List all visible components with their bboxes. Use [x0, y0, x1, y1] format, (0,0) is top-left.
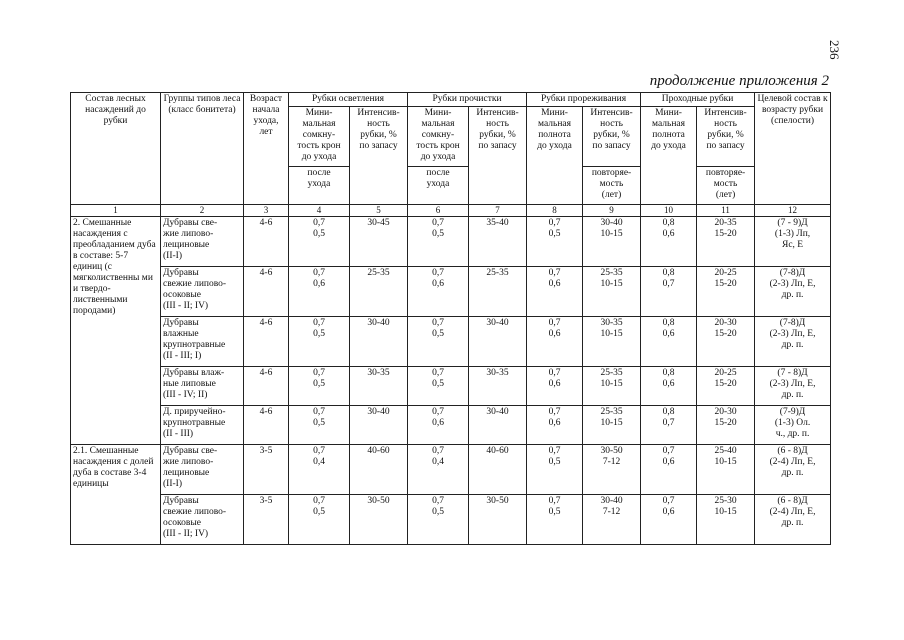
table-row	[71, 217, 831, 267]
intensity-cell: 30-35	[350, 367, 408, 406]
target-composition-cell: (6 - 8)Д (2-4) Лп, Е, др. п.	[755, 445, 831, 495]
table-row	[71, 495, 831, 545]
header-target: Целевой состав к возрасту рубки (спелости)	[755, 93, 831, 205]
intensity-cell: 30-40	[469, 317, 527, 367]
column-number: 11	[697, 205, 755, 217]
forest-type-cell: Дубравы све- жие липово- лещиновые (II-I)	[161, 445, 244, 495]
column-numbers-row	[71, 205, 831, 217]
header-thinning-pass: Проходные рубки	[641, 93, 755, 107]
column-number: 7	[469, 205, 527, 217]
intensity-repeat-cell: 25-35 10-15	[583, 367, 641, 406]
min-density-cell: 0,7 0,6	[527, 406, 583, 445]
min-crown-cell: 0,7 0,5	[408, 495, 469, 545]
column-number: 12	[755, 205, 831, 217]
min-crown-cell: 0,7 0,5	[289, 217, 350, 267]
header-thinning-thin: Рубки прореживания	[527, 93, 641, 107]
page-caption: продолжение приложения 2	[649, 73, 829, 89]
intensity-repeat-cell: 20-25 15-20	[697, 267, 755, 317]
intensity-cell: 25-35	[469, 267, 527, 317]
forest-type-cell: Дубравы свежие липово- осоковые (III - II; IV)	[161, 267, 244, 317]
intensity-repeat-cell: 30-35 10-15	[583, 317, 641, 367]
forest-type-cell: Дубравы влажные крупнотравные (II - III; I)	[161, 317, 244, 367]
min-crown-cell: 0,7 0,5	[408, 217, 469, 267]
intensity-repeat-cell: 20-35 15-20	[697, 217, 755, 267]
min-crown-cell: 0,7 0,5	[408, 367, 469, 406]
intensity-repeat-cell: 30-40 10-15	[583, 217, 641, 267]
min-density-cell: 0,7 0,6	[641, 445, 697, 495]
column-number: 6	[408, 205, 469, 217]
intensity-cell: 30-35	[469, 367, 527, 406]
header-forest-groups: Группы типов леса (класс бонитета)	[161, 93, 244, 205]
min-crown-cell: 0,7 0,5	[289, 495, 350, 545]
intensity-repeat-cell: 25-35 10-15	[583, 267, 641, 317]
min-density-cell: 0,7 0,6	[527, 267, 583, 317]
min-density-cell: 0,7 0,5	[527, 217, 583, 267]
header-min-density: Мини- мальная полнота до ухода	[527, 107, 583, 205]
header-repeat: повторяе- мость (лет)	[583, 167, 641, 205]
min-density-cell: 0,8 0,7	[641, 406, 697, 445]
column-number: 1	[71, 205, 161, 217]
intensity-cell: 35-40	[469, 217, 527, 267]
intensity-repeat-cell: 25-40 10-15	[697, 445, 755, 495]
min-crown-cell: 0,7 0,5	[289, 317, 350, 367]
header-intensity-d: Интенсив- ность рубки, % по запасу	[697, 107, 755, 167]
column-number: 8	[527, 205, 583, 217]
intensity-cell: 40-60	[350, 445, 408, 495]
intensity-repeat-cell: 30-40 7-12	[583, 495, 641, 545]
target-composition-cell: (7 - 8)Д (2-3) Лп, Е, др. п.	[755, 367, 831, 406]
intensity-repeat-cell: 20-30 15-20	[697, 317, 755, 367]
min-density-cell: 0,8 0,6	[641, 317, 697, 367]
intensity-repeat-cell: 30-50 7-12	[583, 445, 641, 495]
min-crown-cell: 0,7 0,4	[408, 445, 469, 495]
header-after-care-b: после ухода	[408, 167, 469, 205]
forest-type-cell: Дубравы влаж- ные липовые (III - IV; II)	[161, 367, 244, 406]
target-composition-cell: (7-8)Д (2-3) Лп, Е, др. п.	[755, 317, 831, 367]
min-crown-cell: 0,7 0,6	[408, 406, 469, 445]
header-min-crown: Мини- мальная сомкну- тость крон до ухода	[289, 107, 350, 167]
min-crown-cell: 0,7 0,6	[289, 267, 350, 317]
intensity-repeat-cell: 25-30 10-15	[697, 495, 755, 545]
header-min-crown-b: Мини- мальная сомкну- тость крон до ухода	[408, 107, 469, 167]
min-density-cell: 0,7 0,6	[527, 317, 583, 367]
min-crown-cell: 0,7 0,6	[408, 267, 469, 317]
start-age-cell: 4-6	[244, 367, 289, 406]
forest-type-cell: Д. приручейно- крупнотравные (II - III)	[161, 406, 244, 445]
min-density-cell: 0,8 0,6	[641, 217, 697, 267]
start-age-cell: 4-6	[244, 406, 289, 445]
min-density-cell: 0,7 0,5	[527, 445, 583, 495]
header-repeat-b: повторяе- мость (лет)	[697, 167, 755, 205]
min-crown-cell: 0,7 0,5	[289, 406, 350, 445]
composition-cell: 2.1. Смешанные насаждения с долей дуба в составе 3-4 единицы	[71, 445, 161, 545]
target-composition-cell: (7 - 9)Д (1-3) Лп, Яс, Е	[755, 217, 831, 267]
target-composition-cell: (7-9)Д (1-3) Ол. ч., др. п.	[755, 406, 831, 445]
intensity-repeat-cell: 25-35 10-15	[583, 406, 641, 445]
min-density-cell: 0,7 0,6	[527, 367, 583, 406]
header-start-age: Возраст начала ухода, лет	[244, 93, 289, 205]
column-number: 9	[583, 205, 641, 217]
intensity-repeat-cell: 20-30 15-20	[697, 406, 755, 445]
silviculture-table	[70, 92, 831, 545]
table-row	[71, 406, 831, 445]
table-row	[71, 367, 831, 406]
min-density-cell: 0,7 0,6	[641, 495, 697, 545]
start-age-cell: 4-6	[244, 317, 289, 367]
intensity-cell: 30-40	[350, 317, 408, 367]
start-age-cell: 4-6	[244, 267, 289, 317]
intensity-cell: 30-40	[469, 406, 527, 445]
composition-cell: 2. Смешанные насаждения с преобладанием дуба в составе: 5-7 единиц (с мягколиственны ми и твердо-лиственными породами)	[71, 217, 161, 445]
min-crown-cell: 0,7 0,4	[289, 445, 350, 495]
table-row	[71, 317, 831, 367]
header-composition: Состав лесных насаждений до рубки	[71, 93, 161, 205]
column-number: 3	[244, 205, 289, 217]
min-density-cell: 0,8 0,7	[641, 267, 697, 317]
column-number: 5	[350, 205, 408, 217]
header-intensity-b: Интенсив- ность рубки, % по запасу	[469, 107, 527, 205]
intensity-repeat-cell: 20-25 15-20	[697, 367, 755, 406]
min-crown-cell: 0,7 0,5	[289, 367, 350, 406]
intensity-cell: 30-40	[350, 406, 408, 445]
intensity-cell: 30-50	[469, 495, 527, 545]
start-age-cell: 3-5	[244, 445, 289, 495]
header-intensity: Интенсив- ность рубки, % по запасу	[350, 107, 408, 205]
table-row	[71, 267, 831, 317]
intensity-cell: 25-35	[350, 267, 408, 317]
header-intensity-c: Интенсив- ность рубки, % по запасу	[583, 107, 641, 167]
column-number: 4	[289, 205, 350, 217]
header-min-density-b: Мини- мальная полнота до ухода	[641, 107, 697, 205]
start-age-cell: 3-5	[244, 495, 289, 545]
header-thinning-light: Рубки осветления	[289, 93, 408, 107]
header-after-care: после ухода	[289, 167, 350, 205]
intensity-cell: 30-45	[350, 217, 408, 267]
intensity-cell: 30-50	[350, 495, 408, 545]
table-row	[71, 445, 831, 495]
column-number: 2	[161, 205, 244, 217]
header-thinning-clean: Рубки прочистки	[408, 93, 527, 107]
target-composition-cell: (6 - 8)Д (2-4) Лп, Е, др. п.	[755, 495, 831, 545]
forest-type-cell: Дубравы све- жие липово- лещиновые (II-I)	[161, 217, 244, 267]
min-density-cell: 0,7 0,5	[527, 495, 583, 545]
min-density-cell: 0,8 0,6	[641, 367, 697, 406]
min-crown-cell: 0,7 0,5	[408, 317, 469, 367]
forest-type-cell: Дубравы свежие липово- осоковые (III - II; IV)	[161, 495, 244, 545]
target-composition-cell: (7-8)Д (2-3) Лп, Е, др. п.	[755, 267, 831, 317]
intensity-cell: 40-60	[469, 445, 527, 495]
column-number: 10	[641, 205, 697, 217]
start-age-cell: 4-6	[244, 217, 289, 267]
page-number: 236	[827, 40, 842, 60]
